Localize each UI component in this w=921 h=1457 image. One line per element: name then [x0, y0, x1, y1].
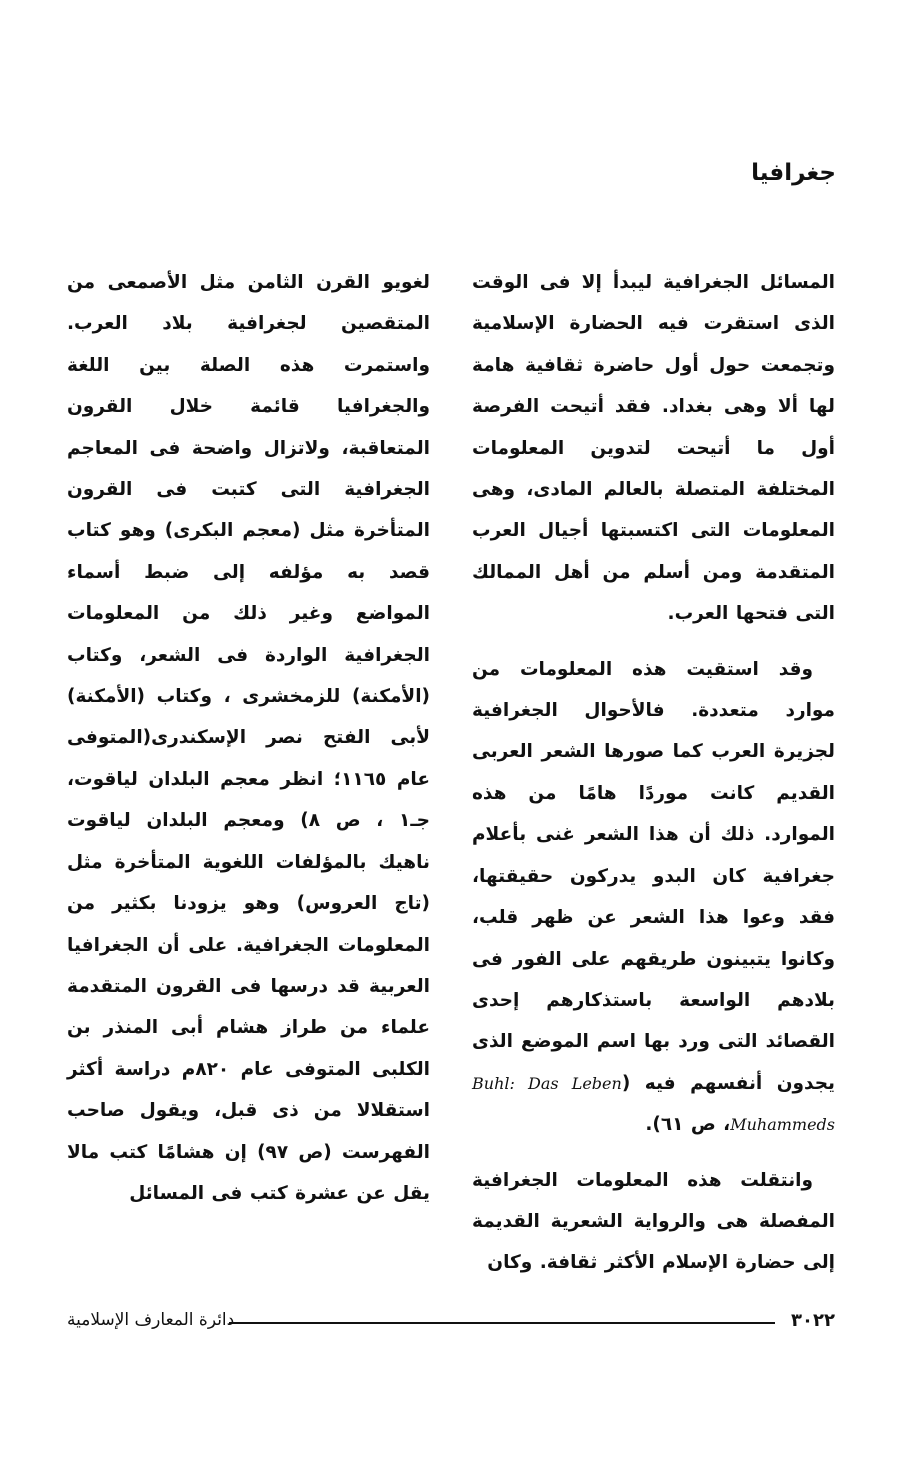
left-column [67, 262, 430, 1214]
running-head: جغرافيا [751, 160, 836, 186]
encyclopedia-title: دائرة المعارف الإسلامية [67, 1310, 235, 1330]
paragraph: وانتقلت هذه المعلومات الجغرافية المفصلة هى والرواية الشعرية القديمة إلى حضارة الإسلام الأكثر ثقافة. وكان [472, 1169, 835, 1274]
paragraph: لغويو القرن الثامن مثل الأصمعى من المتقصين لجغرافية بلاد العرب. واستمرت هذه الصلة بين اللغة والجغرافيا قائمة خلال القرون المتعاقبة، ولاتزال واضحة فى المعاجم الجغرافية التى كتبت فى القرون المتأخرة مثل (معجم البكرى) وهو كتاب قصد به مؤلفه إلى ضبط أسماء المواضع وغير ذلك من المعلومات الجغرافية الواردة فى الشعر، وكتاب (الأمكنة) للزمخشرى ، وكتاب (الأمكنة) لأبى الفتح نصر الإسكندرى(المتوفى عام ١١٦٥؛ انظر معجم البلدان لياقوت، جـ١ ، ص ٨) ومعجم البلدان لياقوت ناهيك بالمؤلفات اللغوية المتأخرة مثل (تاج العروس) وهو يزودنا بكثير من المعلومات الجغرافية. على أن الجغرافيا العربية قد درسها فى القرون المتقدمة علماء من طراز هشام أبى المنذر بن الكلبى المتوفى عام ٨٢٠م دراسة أكثر استقلالا من ذى قبل، ويقول صاحب الفهرست (ص ٩٧) إن هشامًا كتب مالا يقل عن عشرة كتب فى المسائل [67, 272, 431, 1204]
bibliographic-citation: Buhl: Das Leben Muhammeds [472, 1073, 835, 1135]
page-number: ٣٠٢٢ [791, 1310, 835, 1331]
right-column [472, 262, 835, 1284]
paragraph-text: ، ص ٦١). [645, 1114, 731, 1136]
page-footer [67, 1310, 835, 1336]
footer-rule [229, 1322, 775, 1324]
paragraph: المسائل الجغرافية ليبدأ إلا فى الوقت الذى استقرت فيه الحضارة الإسلامية وتجمعت حول أول حاضرة ثقافية هامة لها ألا وهى بغداد. فقد أتيحت الفرصة أول ما أتيحت لتدوين المعلومات المختلفة المتصلة بالعالم المادى، وهى المعلومات التى اكتسبتها أجيال العرب المتقدمة ومن أسلم من أهل الممالك التى فتحها العرب. [472, 272, 835, 625]
paragraph-text: وقد استقيت هذه المعلومات من موارد متعددة. فالأحوال الجغرافية لجزيرة العرب كما صورها الشعر العربى القديم كانت موردًا هامًا من هذه الموارد. ذلك أن هذا الشعر غنى بأعلام جغرافية كان البدو يدركون حقيقتها، فقد وعوا هذا الشعر عن ظهر قلب، وكانوا يتبينون طريقهم على الفور فى بلادهم الواسعة باستذكارهم إحدى القصائد التى ورد بها اسم الموضع الذى يجدون أنفسهم فيه ( [472, 658, 835, 1094]
paragraph [472, 649, 835, 1146]
